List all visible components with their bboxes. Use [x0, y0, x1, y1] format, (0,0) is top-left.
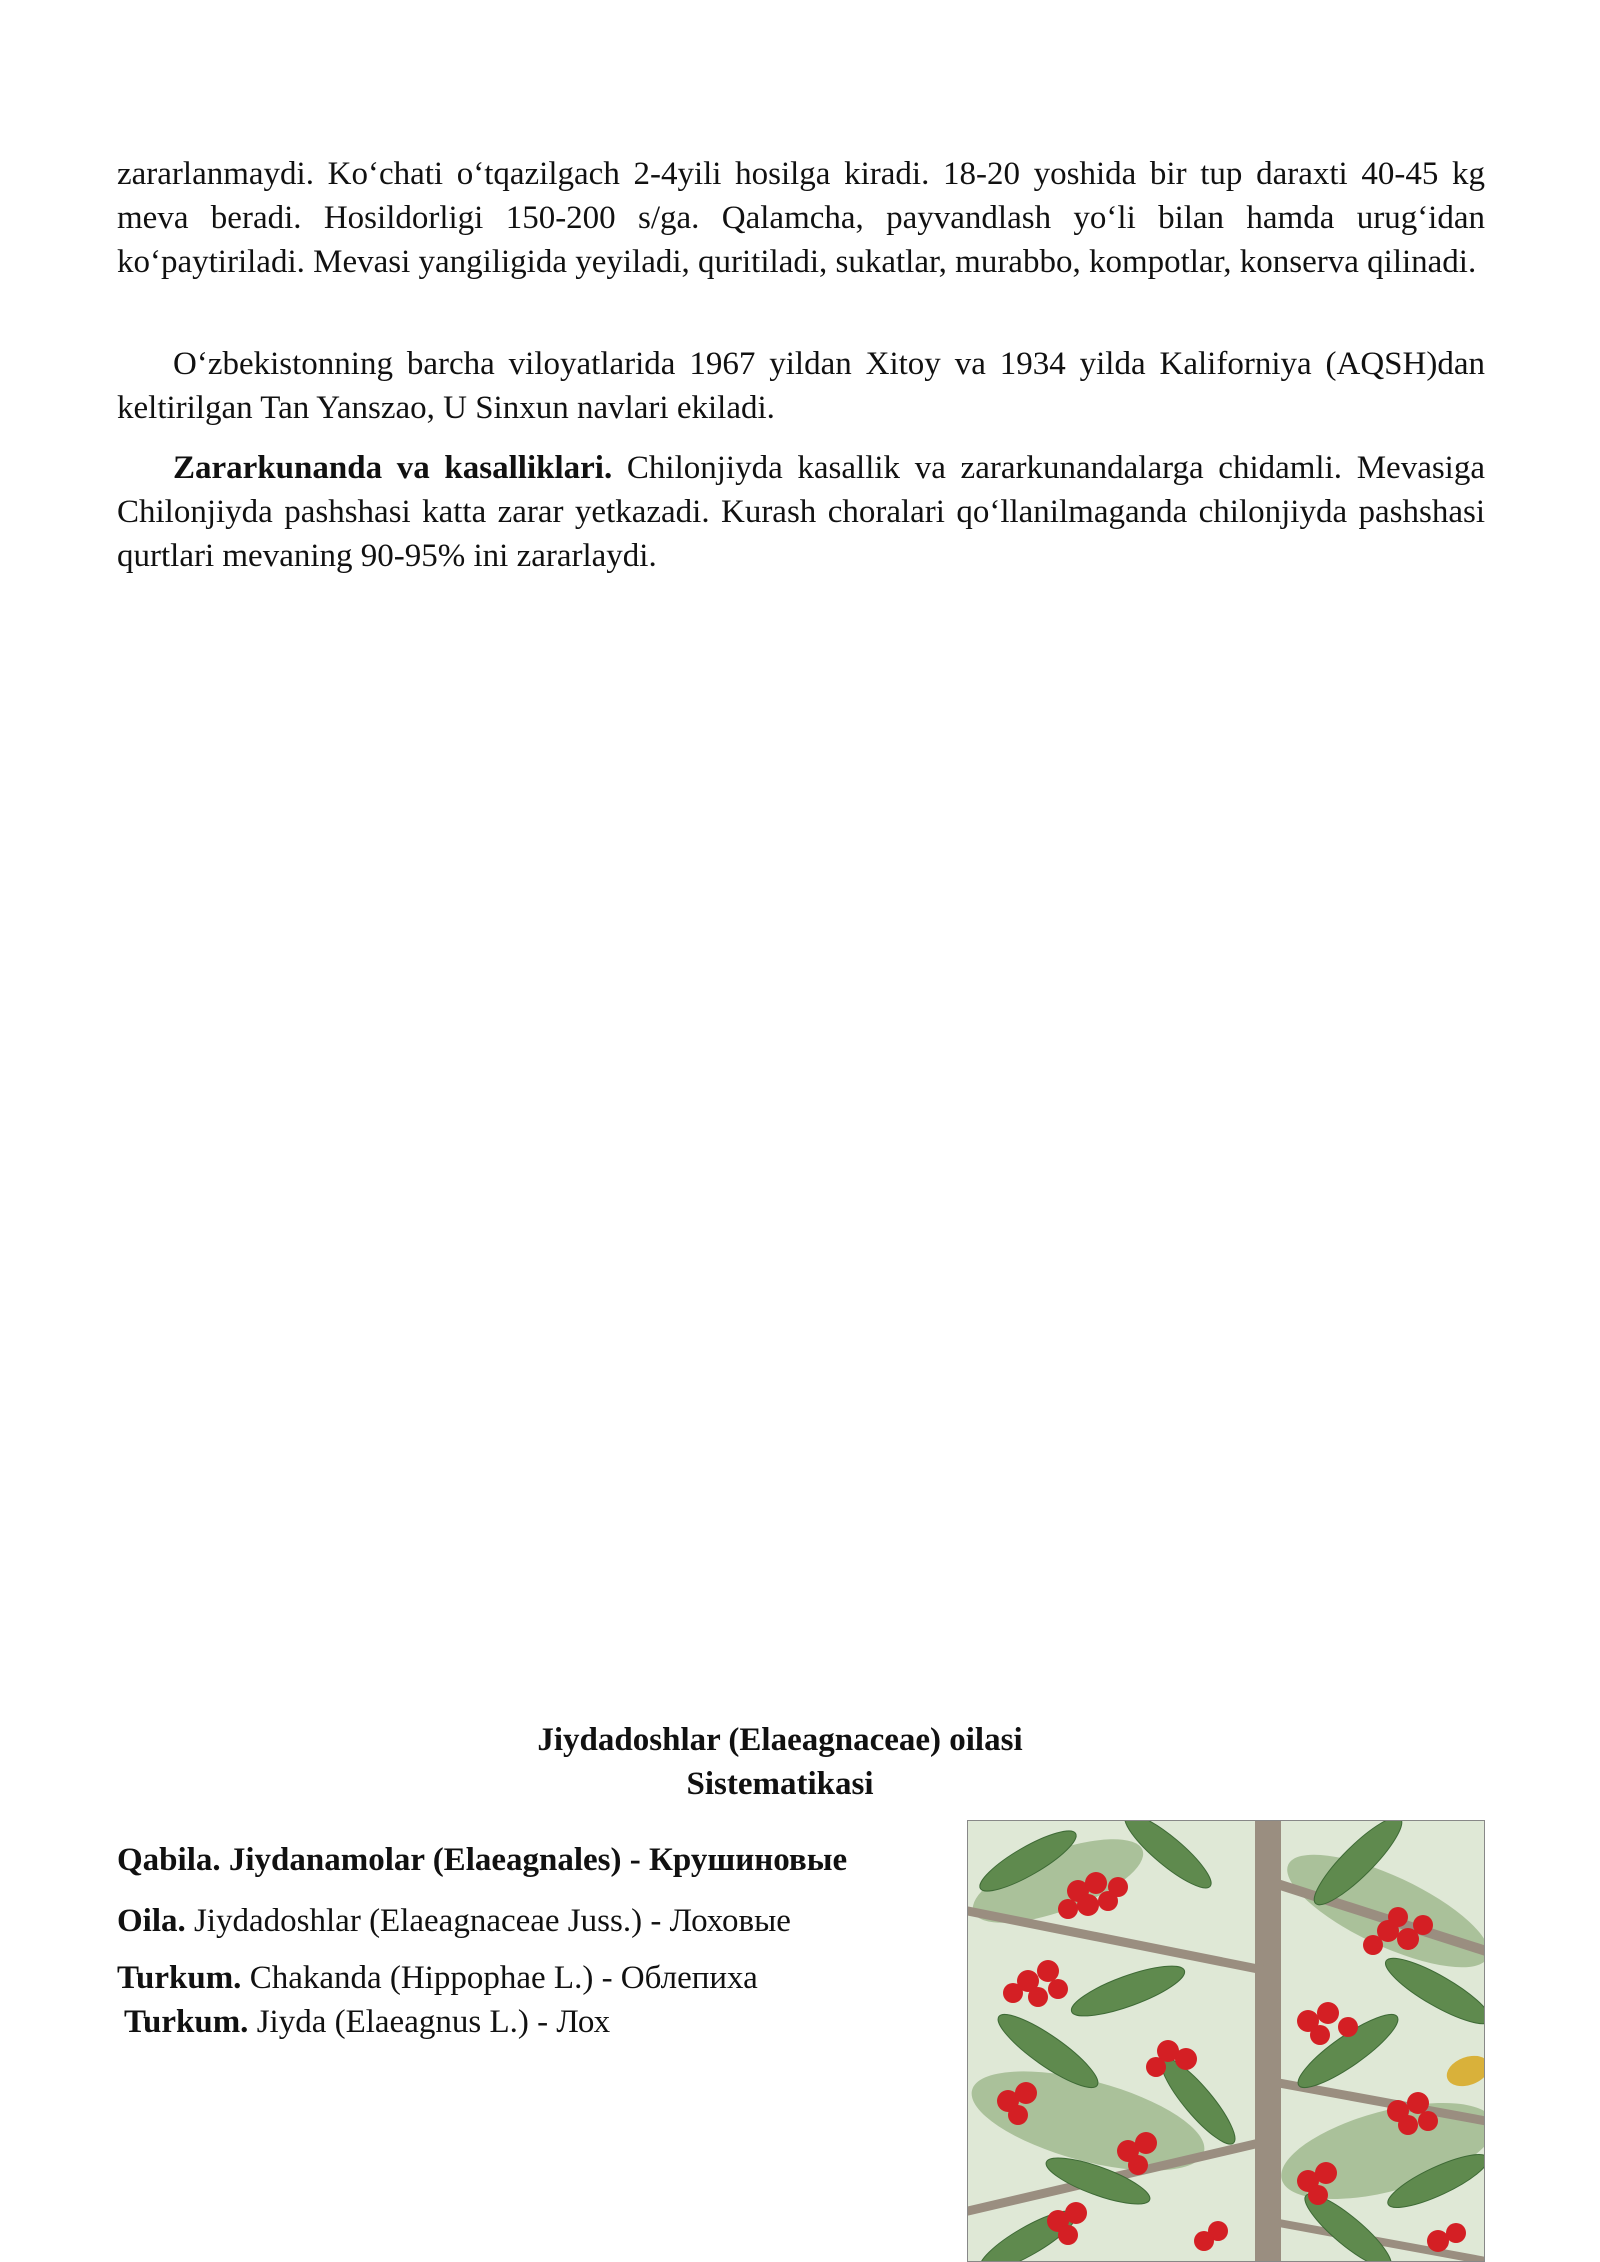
- paragraph-heading: Zararkunanda va kasalliklari.: [173, 450, 613, 486]
- systematics-row-oila: [117, 1899, 791, 1943]
- systematics-label: Turkum.: [117, 1960, 242, 1996]
- body-paragraph-2: Oʻzbekistonning barcha viloyatlarida 1967 yildan Xitoy va 1934 yilda Kaliforniya (AQSH)dan keltirilgan Tan Yanszao, U Sinxun navlari ekiladi.: [117, 346, 1485, 426]
- systematics-label: Oila.: [117, 1903, 186, 1939]
- section-subtitle: Sistematikasi: [686, 1766, 874, 1802]
- systematics-text: Jiyda (Elaeagnus L.) - Лох: [248, 2004, 611, 2040]
- body-paragraph-1: zararlanmaydi. Koʻchati oʻtqazilgach 2-4yili hosilga kiradi. 18-20 yoshida bir tup daraxti 40-45 kg meva beradi. Hosildorligi 150-200 s/ga. Qalamcha, payvandlash yoʻli bilan hamda urugʻidan koʻpaytiriladi. Mevasi yangiligida yeyiladi, quritiladi, sukatlar, murabbo, kompotlar, konserva qilinadi.: [117, 156, 1485, 280]
- systematics-text: Chakanda (Hippophae L.) - Облепиха: [241, 1960, 758, 1996]
- systematics-text: Jiydadoshlar (Elaeagnaceae Juss.) - Лоховые: [185, 1903, 791, 1939]
- section-title: Jiydadoshlar (Elaeagnaceae) oilasi: [537, 1722, 1023, 1758]
- systematics-row-turkum-chakanda: [117, 1956, 758, 2000]
- paragraph-text: Chilonjiyda kasallik va zararkunandalarga chidamli. Mevasiga Chilonjiyda pashshasi katta zarar yetkazadi. Kurash choralari qoʻllanilmaganda chilonjiyda pashshasi qurtlari mevaning 90-95% ini zararlaydi.: [117, 450, 1485, 574]
- body-paragraph-3: [117, 446, 1485, 578]
- systematics-label: Turkum.: [124, 2004, 249, 2040]
- systematics-row-qabila: Qabila. Jiydanamolar (Elaeagnales) - Крушиновые: [117, 1842, 848, 1878]
- plant-photo: [967, 1820, 1485, 2262]
- berry-branch-illustration: [968, 1821, 1485, 2262]
- systematics-row-turkum-jiyda: [124, 2000, 610, 2044]
